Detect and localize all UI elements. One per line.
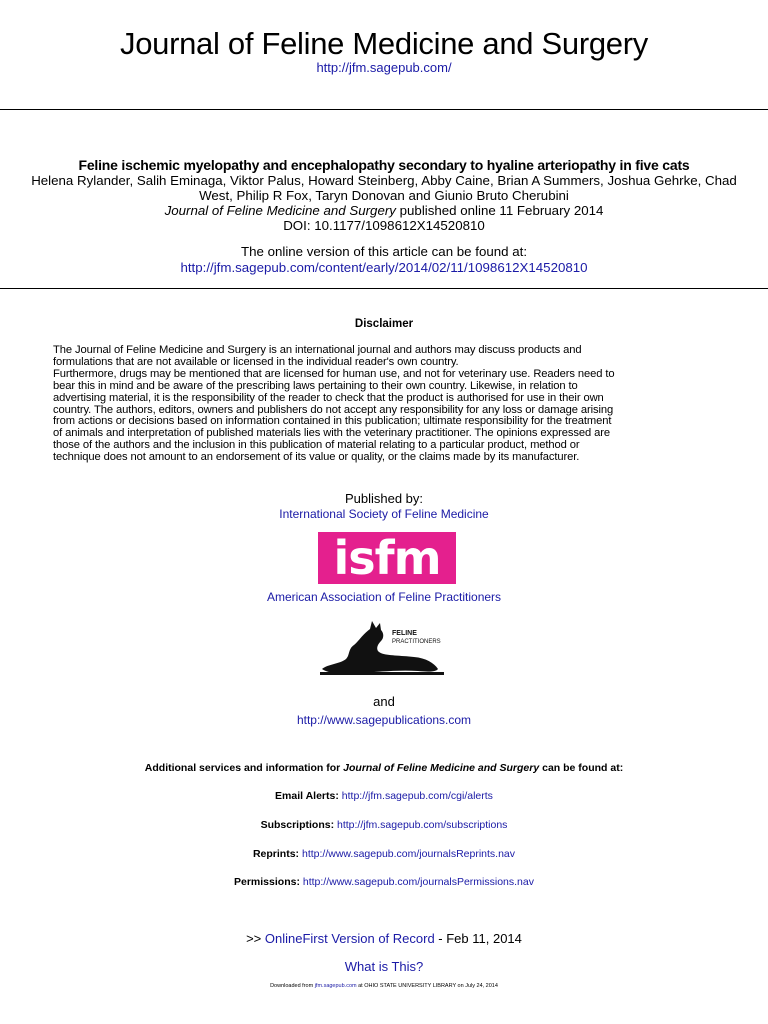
- services-heading-journal: Journal of Feline Medicine and Surgery: [343, 762, 540, 774]
- citation-date: published online 11 February 2014: [395, 203, 604, 218]
- authors: [0, 173, 768, 203]
- service-email-alerts-link[interactable]: http://jfm.sagepub.com/cgi/alerts: [341, 790, 493, 802]
- onlinefirst-prefix: >>: [246, 931, 265, 946]
- disclaimer-line: of animals and interpretation of published materials lies with the veterinary practitioner. The opinions expressed are: [53, 427, 611, 440]
- onlinefirst-record: [0, 931, 768, 946]
- online-version-url[interactable]: [0, 260, 768, 275]
- footer-pre: Downloaded from: [270, 983, 315, 989]
- middle-rule: [0, 288, 768, 289]
- disclaimer-line: technique does not amount to an endorsement of its value or quality, or the claims made by its manufacturer.: [53, 451, 580, 464]
- download-footer: [0, 983, 768, 989]
- aafp-cat-logo: [318, 617, 458, 677]
- service-reprints: [0, 848, 768, 860]
- service-email-alerts: [0, 790, 768, 802]
- disclaimer-heading: Disclaimer: [354, 318, 414, 330]
- cat-base-shadow: [320, 672, 444, 675]
- online-version-link[interactable]: http://jfm.sagepub.com/content/early/2014/02/11/1098612X14520810: [180, 260, 588, 275]
- and-label: and: [373, 694, 395, 709]
- services-heading: [0, 762, 768, 774]
- onlinefirst-link[interactable]: OnlineFirst Version of Record: [264, 931, 435, 946]
- what-is-this-link[interactable]: What is This?: [344, 959, 424, 974]
- article-title: Feline ischemic myelopathy and encephalopathy secondary to hyaline arteriopathy in five cats: [78, 157, 690, 173]
- service-permissions: [0, 876, 768, 888]
- disclaimer-line: bear this in mind and be aware of the prescribing laws pertaining to their own country. Likewise, in relation to: [53, 379, 578, 392]
- cat-silhouette: [322, 621, 438, 673]
- service-label: Subscriptions:: [260, 819, 335, 831]
- authors-line-1: Helena Rylander, Salih Eminaga, Viktor Palus, Howard Steinberg, Abby Caine, Brian A Summers, Joshua Gehrke, Chad: [31, 173, 737, 188]
- authors-line-2: West, Philip R Fox, Taryn Donovan and Giunio Bruto Cherubini: [199, 188, 569, 203]
- disclaimer-line: those of the authors and the inclusion in this publication of material relating to a particular product, method or: [53, 439, 580, 452]
- disclaimer-line: The Journal of Feline Medicine and Surgery is an international journal and authors may discuss products and: [53, 344, 582, 356]
- disclaimer-line: country. The authors, editors, owners and publishers do not accept any responsibility for any loss or damage arising: [53, 403, 614, 416]
- disclaimer-line: advertising material, it is the responsibility of the reader to check that the product is authorised for use in their own: [53, 391, 604, 404]
- disclaimer-line: from actions or decisions based on information contained in this publication; ultimate responsibility for the treatment: [53, 415, 612, 428]
- online-version-label: The online version of this article can be found at:: [240, 244, 528, 259]
- what-is-this[interactable]: [0, 959, 768, 974]
- service-label: Permissions:: [234, 876, 300, 888]
- citation-journal: Journal of Feline Medicine and Surgery: [164, 203, 396, 218]
- service-label: Email Alerts:: [275, 790, 339, 802]
- journal-title: Journal of Feline Medicine and Surgery: [120, 26, 648, 61]
- aafp-logo-text-1: FELINE: [392, 630, 417, 637]
- citation: [0, 203, 768, 218]
- disclaimer-line: Furthermore, drugs may be mentioned that are licensed for human use, and not for veterinary use. Readers need to: [53, 367, 615, 380]
- publisher-isfm-link[interactable]: International Society of Feline Medicine: [279, 507, 489, 521]
- sage-url[interactable]: [0, 713, 768, 727]
- sage-url-link[interactable]: http://www.sagepublications.com: [296, 713, 472, 727]
- footer-post: at OHIO STATE UNIVERSITY LIBRARY on July 24, 2014: [356, 983, 498, 989]
- service-permissions-link[interactable]: http://www.sagepub.com/journalsPermissions.nav: [302, 876, 534, 888]
- footer-link[interactable]: jfm.sagepub.com: [314, 983, 357, 989]
- published-by-label: Published by:: [344, 491, 424, 506]
- journal-url[interactable]: [0, 60, 768, 75]
- journal-url-link[interactable]: http://jfm.sagepub.com/: [316, 60, 452, 75]
- doi: DOI: 10.1177/1098612X14520810: [283, 218, 485, 233]
- top-rule: [0, 109, 768, 110]
- service-subscriptions: [0, 819, 768, 831]
- service-subscriptions-link[interactable]: http://jfm.sagepub.com/subscriptions: [337, 819, 508, 831]
- onlinefirst-date: - Feb 11, 2014: [434, 931, 522, 946]
- isfm-logo: isfm: [318, 532, 456, 584]
- service-label: Reprints:: [252, 848, 300, 860]
- aafp-logo-text-2: PRACTITIONERS: [392, 639, 441, 645]
- service-reprints-link[interactable]: http://www.sagepub.com/journalsReprints.nav: [301, 848, 516, 860]
- disclaimer-body: [53, 345, 721, 464]
- services-heading-post: can be found at:: [539, 762, 624, 774]
- services-heading-pre: Additional services and information for: [144, 762, 344, 774]
- publisher-isfm[interactable]: [0, 507, 768, 521]
- publisher-aafp-link[interactable]: American Association of Feline Practitioners: [266, 590, 502, 604]
- publisher-aafp[interactable]: [0, 590, 768, 604]
- disclaimer-line: formulations that are not available or licensed in the individual reader's own country.: [53, 355, 459, 368]
